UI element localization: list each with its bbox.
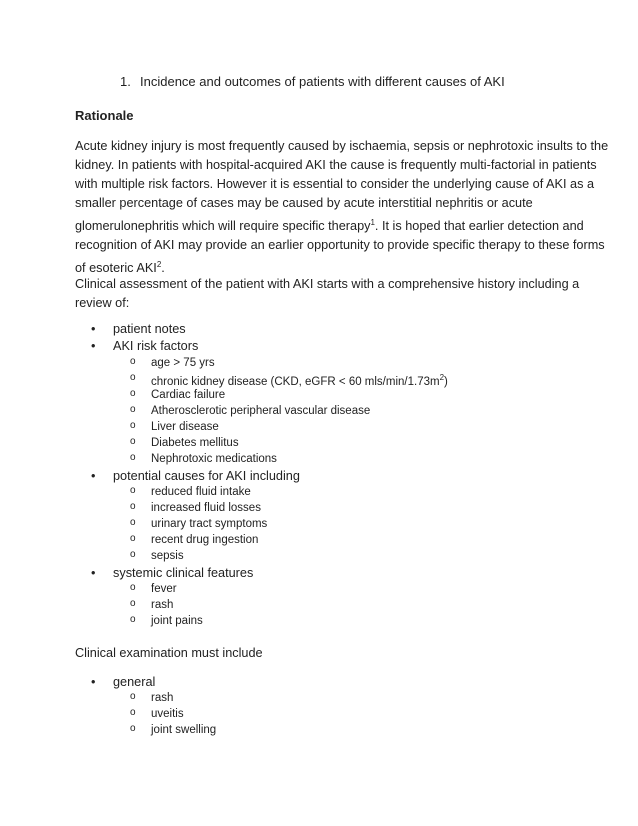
circle-bullet-icon: o bbox=[130, 533, 136, 544]
bullet-icon: • bbox=[91, 675, 96, 689]
circle-bullet-icon: o bbox=[130, 691, 136, 702]
circle-bullet-icon: o bbox=[130, 420, 136, 431]
circle-bullet-icon: o bbox=[130, 452, 136, 463]
circle-bullet-icon: o bbox=[130, 723, 136, 734]
paragraph-line: Acute kidney injury is most frequently caused by ischaemia, sepsis or nephrotoxic insults to the bbox=[75, 139, 609, 153]
circle-bullet-icon: o bbox=[130, 356, 136, 367]
exam-intro: Clinical examination must include bbox=[75, 646, 263, 660]
circle-bullet-icon: o bbox=[130, 485, 136, 496]
line-text: . bbox=[161, 261, 165, 276]
paragraph-line: kidney. In patients with hospital-acquired AKI the cause is frequently multi-factorial in patients bbox=[75, 158, 597, 172]
document-page: 1. Incidence and outcomes of patients with different causes of AKI Rationale Acute kidney injury is most frequently caused by ischaemia, sepsis or nephrotoxic insults to the kidney. In patients with hospital-acquired AKI the cause is frequently multi-factorial in patients with multiple risk factors. However it is essential to consider the underlying cause of AKI as a smaller percentage of cases may be caused by acute interstitial nephritis or acute glomerulonephritis which will require specific therapy$^1$. It is hoped that earlier detection and recognition of AKI may provide an earlier opportunity to provide specific therapy to these forms of esoteric AKI$^2$. Clinical assessment of the patient with AKI starts with a comprehensive history including a review of: • patient notes • AKI risk factors o age > 75 yrs o chronic kidney disease (CKD, eGFR < 60 mls/$\min/1.73m^2$) o Cardiac failure o Atherosclerotic peripheral vascular disease o Liver disease o Diabetes mellitus o Nephrotoxic medications • potential causes for AKI including o reduced fluid intake o increased fluid losses o urinary tract symptoms o recent drug ingestion o sepsis • systemic clinical features o fever o rash o joint pains Clinical examination must include • general o rash o uveitis o joint swelling bbox=[75, 74, 609, 736]
bullet-icon: • bbox=[91, 322, 96, 336]
line-text: glomerulonephritis which will require specific therapy bbox=[75, 219, 371, 234]
circle-bullet-icon: o bbox=[130, 501, 136, 512]
line-text: . It is hoped that earlier detection and bbox=[374, 219, 584, 234]
circle-bullet-icon: o bbox=[130, 598, 136, 609]
paragraph-line: Clinical assessment of the patient with AKI starts with a comprehensive history including a bbox=[75, 277, 580, 291]
circle-bullet-icon: o bbox=[130, 614, 136, 625]
bullet-icon: • bbox=[91, 566, 96, 580]
section-heading: Incidence and outcomes of patients with different causes of AKI bbox=[140, 74, 505, 89]
circle-bullet-icon: o bbox=[130, 372, 136, 383]
paragraph-line bbox=[75, 213, 584, 236]
bullet-icon: • bbox=[91, 339, 96, 353]
paragraph-line: smaller percentage of cases may be caused by acute interstitial nephritis or acute bbox=[75, 196, 533, 210]
circle-bullet-icon: o bbox=[130, 436, 136, 447]
circle-bullet-icon: o bbox=[130, 517, 136, 528]
paragraph-line: with multiple risk factors. However it is essential to consider the underlying cause of AKI as a bbox=[75, 177, 595, 191]
citation-1: 1 bbox=[370, 218, 375, 227]
circle-bullet-icon: o bbox=[130, 388, 136, 399]
circle-bullet-icon: o bbox=[130, 582, 136, 593]
rationale-paragraph bbox=[75, 137, 609, 278]
assessment-paragraph bbox=[75, 275, 580, 313]
circle-bullet-icon: o bbox=[130, 549, 136, 560]
paragraph-line: recognition of AKI may provide an earlier opportunity to provide specific therapy to these forms bbox=[75, 238, 605, 253]
line-text: of esoteric AKI bbox=[75, 261, 157, 276]
citation-2: 2 bbox=[156, 260, 162, 270]
rationale-title: Rationale bbox=[75, 108, 134, 123]
heading-number: 1. bbox=[120, 74, 131, 89]
circle-bullet-icon: o bbox=[130, 404, 136, 415]
bullet-icon: • bbox=[91, 469, 96, 483]
paragraph-line: review of: bbox=[75, 296, 130, 310]
circle-bullet-icon: o bbox=[130, 707, 136, 718]
